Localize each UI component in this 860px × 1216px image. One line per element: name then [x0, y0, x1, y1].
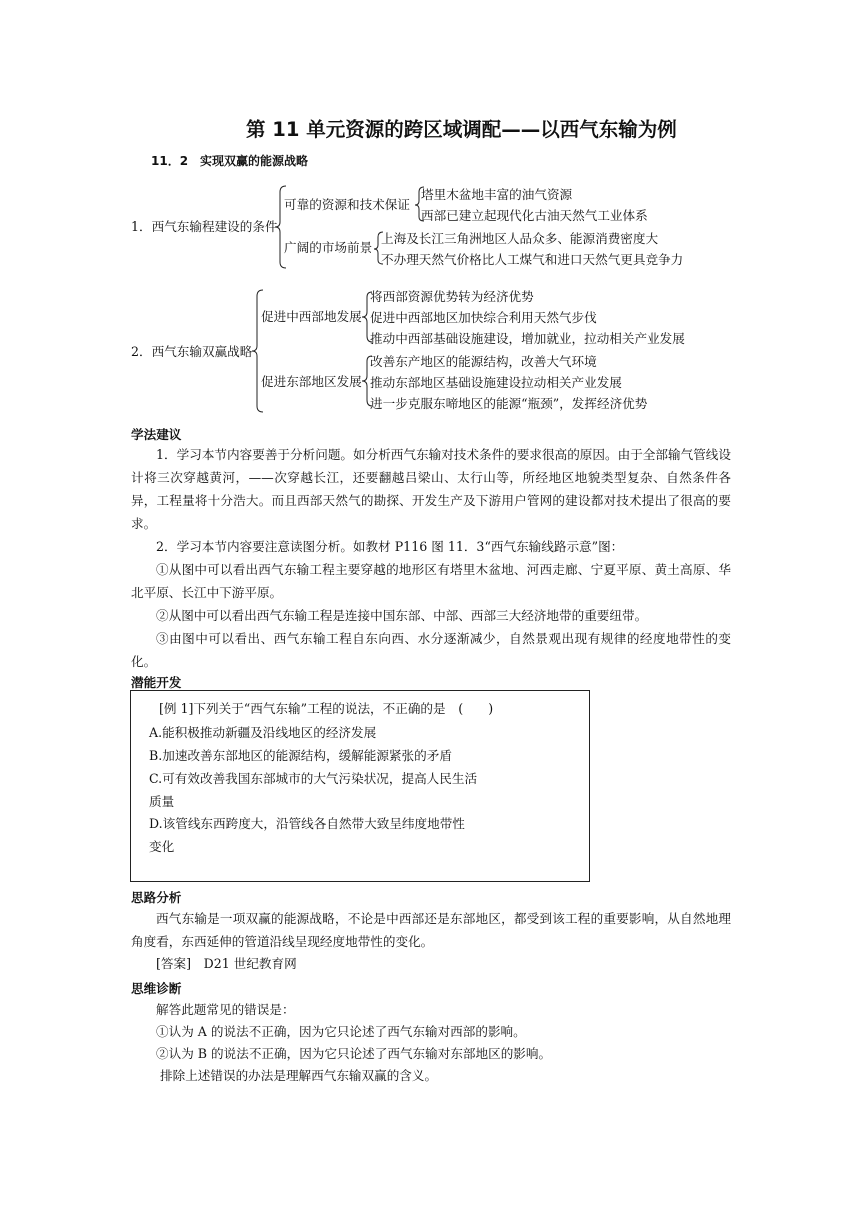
- section2-branch2-item1: 改善东产地区的能源结构，改善大气环境: [370, 354, 597, 369]
- option-b: B.加速改善东部地区的能源结构，缓解能源紧张的矛盾: [149, 748, 452, 763]
- section1-branch1-item1: 塔里木盆地丰富的油气资源: [421, 187, 573, 202]
- section2-branch2-label: 促进东部地区发展: [261, 374, 362, 389]
- section-subtitle: 11．2 实现双赢的能源战略: [151, 154, 309, 168]
- section1-branch1-item2: 西部已建立起现代化古油天然气工业体系: [421, 208, 648, 223]
- option-d-continued: 变化: [149, 839, 175, 854]
- question-stem: [例 1]下列关于“西气东输”工程的说法，不正确的是 ( ): [159, 701, 494, 716]
- analysis-heading: 思路分析: [131, 890, 182, 905]
- diagnosis-line-2: ①认为 A 的说法不正确，因为它只论述了西气东输对西部的影响。: [156, 1024, 526, 1039]
- study-paragraph-2: 2．学习本节内容要注意读图分析。如教材 P116 图 11．3“西气东输线路示意”图：: [156, 539, 624, 554]
- section2-branch2-item3: 进一步克服东啼地区的能源“瓶颈”，发挥经济优势: [370, 396, 648, 411]
- section2-branch1-item3: 推动中西部基础设施建设，增加就业，拉动相关产业发展: [370, 331, 685, 346]
- section2-branch2-item2: 推动东部地区基础设施建设拉动相关产业发展: [370, 375, 622, 390]
- option-c: C.可有效改善我国东部城市的大气污染状况，提高人民生活: [149, 771, 478, 786]
- option-c-continued: 质量: [149, 794, 175, 809]
- diagnosis-line-4: 排除上述错误的办法是理解西气东输双赢的含义。: [160, 1068, 438, 1083]
- potential-heading: 潜能开发: [131, 675, 182, 690]
- answer-line: [答案] D21 世纪教育网: [156, 956, 297, 971]
- study-paragraph-3: ①从图中可以看出西气东输工程主要穿越的地形区有塔里木盆地、河西走廊、宁夏平原、黄土高原、华北平原、长江中下游平原。: [131, 562, 731, 600]
- section1-branch1-label: 可靠的资源和技术保证: [284, 197, 410, 212]
- section1-branch2-label: 广阔的市场前景: [284, 240, 373, 255]
- option-d: D.该管线东西跨度大，沿管线各自然带大致呈纬度地带性: [149, 816, 465, 831]
- section2-label: 2．西气东输双赢战略: [131, 344, 253, 359]
- section1-branch2-item2: 不办理天然气价格比人工煤气和进口天然气更具竞争力: [381, 252, 684, 267]
- section2-branch1-label: 促进中西部地发展: [261, 309, 362, 324]
- section2-branch1-item1: 将西部资源优势转为经济优势: [370, 289, 534, 304]
- section2-branch1-item2: 促进中西部地区加快综合利用天然气步伐: [370, 310, 597, 325]
- example-question-box: [130, 690, 590, 882]
- diagnosis-line-1: 解答此题常见的错误是：: [156, 1002, 295, 1017]
- study-heading: 学法建议: [131, 427, 182, 442]
- analysis-text: 西气东输是一项双赢的能源战略，不论是中西部还是东部地区，都受到该工程的重要影响，从自然地理角度看，东西延伸的管道沿线呈现经度地带性的变化。: [131, 911, 731, 949]
- section1-branch2-item1: 上海及长江三角洲地区人品众多、能源消费密度大: [381, 231, 659, 246]
- diagnosis-heading: 思维诊断: [131, 981, 182, 996]
- study-paragraph-1: 1．学习本节内容要善于分析问题。如分析西气东输对技术条件的要求很高的原因。由于全部输气管线设计将三次穿越黄河，——次穿越长江，还要翻越吕梁山、太行山等，所经地区地貌类型复杂、自然条件各异，工程量将十分浩大。而且西部天然气的勘探、开发生产及下游用户管网的建设都对技术提出了很高的要求。: [131, 447, 731, 531]
- study-paragraph-4: ②从图中可以看出西气东输工程是连接中国东部、中部、西部三大经济地带的重要纽带。: [156, 608, 648, 623]
- option-a: A.能积极推动新疆及沿线地区的经济发展: [149, 725, 377, 740]
- study-paragraph-5: ③由图中可以看出、西气东输工程自东向西、水分逐渐减少，自然景观出现有规律的经度地带性的变化。: [131, 631, 731, 669]
- section1-label: 1．西气东输程建设的条件: [131, 219, 278, 234]
- diagnosis-line-3: ②认为 B 的说法不正确，因为它只论述了西气东输对东部地区的影响。: [156, 1046, 552, 1061]
- page-title: 第 11 单元资源的跨区域调配——以西气东输为例: [246, 118, 677, 141]
